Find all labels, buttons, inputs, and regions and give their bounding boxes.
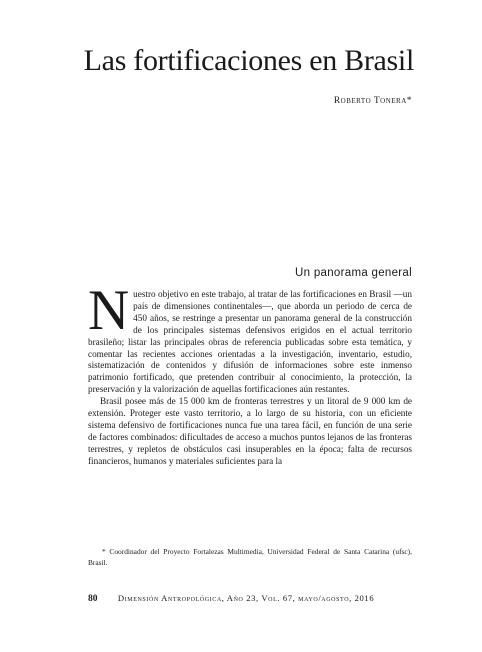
paragraph-2: Brasil posee más de 15 000 km de fronteras terrestres y un litoral de 9 000 km de extensión. Proteger este vasto territorio, a lo largo de su historia, con un eficiente sistema defensivo de fortificaciones nunca fue una tarea fácil, en función de una serie de factores combinados: dificultades de acceso a muchos puntos lejanos de las fronteras terrestres, y repletos de obstáculos casi insuperables en la época; falta de recursos financieros, humanos y materiales suficientes para la — [88, 396, 412, 466]
page-number: 80 — [88, 594, 98, 604]
article-body — [88, 279, 412, 468]
paragraph-1 — [88, 279, 412, 396]
article-title: Las fortificaciones en Brasil — [83, 44, 414, 77]
drop-cap: N — [88, 279, 130, 342]
footnote: * Coordinador del Proyecto Fortalezas Multimedia, Universidad Federal de Santa Catarina (ufsc), Brasil. — [88, 547, 412, 567]
section-heading: Un panorama general — [295, 267, 412, 279]
page-footer — [88, 593, 412, 604]
paragraph-1-text: uestro objetivo en este trabajo, al tratar de las fortificaciones en Brasil —un país de dimensiones continentales—, que aborda un periodo de cerca de 450 años, se restringe a presentar un panorama general de la construcción de los principales sistemas defensivos erigidos en el actual territorio brasileño; listar las principales obras de referencia publicadas sobre esta temática, y comentar las recientes acciones orientadas a la investigación, inventario, estudio, sistematización de contenidos y difusión de informaciones sobre este inmenso patrimonio fortificado, que pretenden contribuir al conocimiento, la protección, la preservación y la valorización de aquellas fortificaciones aún restantes. — [88, 289, 412, 395]
author-name: Roberto Tonera* — [333, 96, 412, 106]
journal-citation: Dimensión Antropológica, Año 23, Vol. 67, mayo/agosto, 2016 — [117, 593, 375, 603]
